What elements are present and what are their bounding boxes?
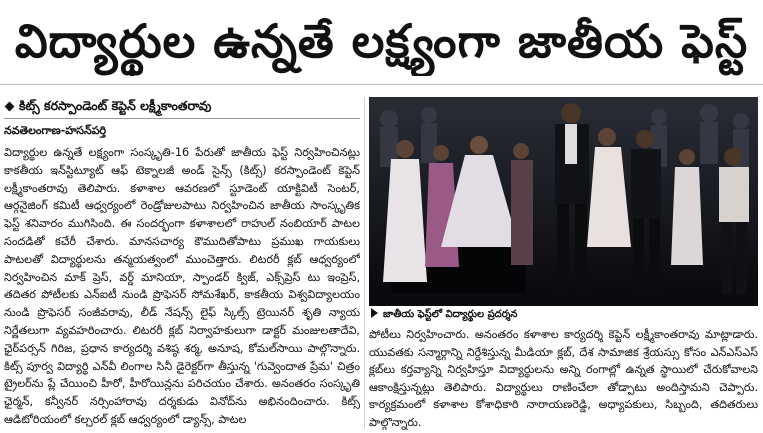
- caption-arrow-icon: [371, 308, 378, 318]
- photo-caption: [369, 308, 758, 324]
- stage-fashion-show-photo: [369, 97, 758, 306]
- article-body-right: [369, 326, 758, 430]
- headline-rule: [0, 84, 763, 85]
- column-divider: [364, 97, 365, 429]
- body-paragraph-left: విద్యార్థుల ఉన్నతే లక్ష్యంగా సంస్కృతి-16 పేరుతో జాతీయ ఫెస్ట్ నిర్వహించినట్లు కాకతీయ ఇన్‌స్టిట్యూట్ ఆఫ్ టెక్నాలజీ అండ్ సైన్స్ (కిట్స్) కరస్పాండెంట్ కెప్టెన్ లక్ష్మీకాంతరావు తెలిపారు. కళాశాల ఆవరణలో స్టూడెంట్ యాక్టివిటీ సెంటర్, ఆర్గనైజింగ్ కమిటీ ఆధ్వర్యంలో రెండ్రోజులపాటు నిర్వహించిన జాతీయ సాంస్కృతిక ఫెస్ట్ శనివారం ముగిసింది. ఈ సందర్భంగా కళాశాలలో రాహుల్ నంబియార్ పాటల సందడితో కచేరీ చేశారు. మానసచార్య కౌముదితోపాటు ప్రముఖ గాయకులు పాటలతో విద్యార్థులను తన్మయత్వంలో ముంచెత్తారు. లిటరరీ క్లబ్ ఆధ్వర్యంలో నిర్వహించిన మాక్ ప్రెస్, వర్డ్ మానియా, స్పాండర్ క్విజ్, ఎక్స్‌ప్రెస్ టు ఇంప్రెస్, తదితర పోటీలకు ఎన్ఐటీ నుండి ప్రొఫెసర్ సోమశేఖర్, కాకతీయ విశ్వవిద్యాలయం నుండి ప్రొఫెసర్ సంజీవరావు, లీడ్ నేషన్స్ లైఫ్ స్కిల్స్ ట్రెయినర్ శృతి న్యాయ నిర్ణేతలుగా వ్యవహరించారు. లిటరరీ క్లబ్ నిర్వాహకులుగా డాక్టర్ మంజులతాదేవి, ఛైర్‌పర్సన్ గిరిజ, ప్రధాన కార్యదర్శి వశిష్ఠ శర్మ, అనూష, కోమల్‌సాయి పాల్గొన్నారు. కిట్స్ పూర్వ విద్యార్థి ఎన్‌వీ లింగాల సినీ డైరెక్టర్‌గా తీస్తున్న 'గువ్వెందాత ప్రేమ' చిత్రం ట్రైలర్‌ను ప్లే చేయించి హీరో, హీరోయిన్లను పరిచయం చేశారు. అనంతరం సంస్కృతి ఛైర్మన్, కన్వీనర్ నర్సింహారావు దర్శకుడు వినోద్‌ను అభినందించారు. కిట్స్ ఆడిటోరియంలో కల్చరల్ క్లబ్ ఆధ్వర్యంలో డ్యాన్స్, పాటల: [4, 146, 360, 426]
- caption-text: జాతీయ ఫెస్ట్‌లో విద్యార్థుల ప్రదర్శన: [383, 309, 518, 320]
- dateline: నవతెలంగాణ-హసన్‌పర్తి: [4, 124, 107, 137]
- diamond-bullet-icon: [5, 101, 15, 111]
- body-paragraph-right: పోటీలు నిర్వహించారు. అనంతరం కళాశాల కార్యదర్శి కెప్టెన్ లక్ష్మీకాంతరావు మాట్లాడారు. యువతకు సన్మార్గాన్ని నిర్దేశిస్తున్న మీడియా క్లబ్, దేశ సామాజిక శ్రేయస్సు కోసం ఎన్ఎస్ఎస్ క్లబ్‌లు కర్తవ్యాన్ని నిర్వహిస్తూ విద్యార్థులను అన్ని రంగాల్లో ఉన్నత స్థాయిలో చేరుకోవాలని ఆకాంక్షిస్తున్నట్లు తెలిపారు. విద్యార్థులు రాణించేలా తోడ్పాటు అందిస్తామని చెప్పారు. కార్యక్రమంలో కళాశాల కోశాధికారి నారాయణరెడ్డి, అధ్యాపకులు, సిబ్బంది, తదితరులు పాల్గొన్నారు.: [369, 328, 758, 429]
- kicker-text: కిట్స్ కరస్పాండెంట్ కెప్టెన్ లక్ష్మీకాంతరావు: [19, 98, 212, 113]
- headline: విద్యార్థుల ఉన్నతే లక్ష్యంగా జాతీయ ఫెస్ట్: [14, 14, 749, 68]
- article-body-left: [4, 144, 360, 429]
- photo-illustration: [369, 97, 758, 306]
- kicker: [4, 98, 360, 119]
